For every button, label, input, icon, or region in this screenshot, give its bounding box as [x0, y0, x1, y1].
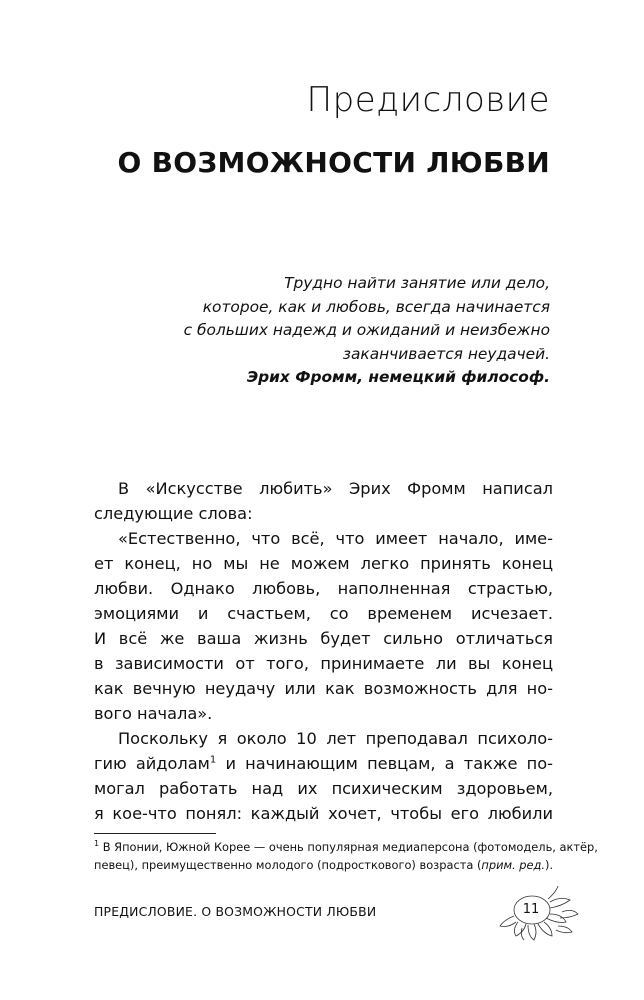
paragraph — [94, 476, 553, 526]
text-line: я кое-что понял: каждый хочет, чтобы его любили — [94, 804, 553, 823]
text-line-content — [94, 754, 553, 773]
body-text — [94, 476, 553, 826]
footnote-text: ). — [545, 858, 554, 872]
footnote-line — [94, 856, 553, 874]
running-footer: ПРЕДИСЛОВИЕ. О ВОЗМОЖНОСТИ ЛЮБВИ — [94, 904, 377, 919]
footnote-ref: 1 — [209, 754, 217, 766]
chapter-title: О ВОЗМОЖНОСТИ ЛЮБВИ — [117, 146, 550, 179]
text-line: эмоциями и счастьем, со временем исчезает. — [94, 604, 553, 623]
text-line: любви. Однако любовь, наполненная страстью, — [94, 579, 553, 598]
epigraph-line: которое, как и любовь, всегда начинается — [202, 297, 550, 316]
footnote-text: В Японии, Южной Корее — очень популярная медиаперсона (фотомодель, актёр, — [99, 840, 598, 854]
epigraph-line: заканчивается неудачей. — [342, 344, 550, 363]
footnote-text: певец), преимущественно молодого (подросткового) возраста ( — [94, 858, 482, 872]
paragraph — [94, 526, 553, 726]
epigraph-line: Трудно найти занятие или дело, — [284, 274, 550, 292]
text-line: И всё же ваша жизнь будет сильно отличаться — [94, 629, 553, 648]
text-line: следующие слова: — [94, 504, 253, 523]
text-line: в зависимости от того, принимаете ли вы конец — [94, 654, 553, 673]
chapter-label: Предисловие — [306, 80, 550, 120]
text-line: могал работать над их психическим здоровьем, — [94, 779, 553, 798]
epigraph-line: с больших надежд и ожиданий и неизбежно — [183, 321, 550, 339]
footnote-marker: 1 — [94, 839, 100, 849]
footnote — [94, 838, 598, 874]
text-line — [94, 726, 553, 751]
text-line-content: В «Искусстве любить» Эрих Фромм написал — [118, 479, 553, 498]
text-line: ет конец, но мы не можем легко принять конец — [94, 554, 553, 573]
epigraph — [110, 272, 550, 390]
footnote-divider — [94, 833, 216, 834]
footnote-editor-note: прим. ред. — [481, 858, 546, 872]
text-line-content: Поскольку я около 10 лет преподавал психоло- — [118, 729, 553, 748]
text-line: как вечную неудачу или как возможность для но- — [94, 679, 553, 698]
text-line — [94, 526, 553, 551]
epigraph-author: Эрих Фромм, немецкий философ. — [246, 368, 550, 386]
text-fragment: и начинающим певцам, а также по- — [216, 754, 553, 773]
text-line: вого начала». — [94, 704, 213, 723]
paragraph — [94, 726, 553, 826]
page-number: 11 — [522, 902, 540, 917]
text-line — [94, 476, 553, 501]
text-line-content: «Естественно, что всё, что имеет начало, име- — [118, 529, 553, 548]
footnote-line — [94, 838, 598, 856]
text-fragment: гию айдолам — [94, 754, 210, 773]
text-line — [94, 751, 553, 776]
